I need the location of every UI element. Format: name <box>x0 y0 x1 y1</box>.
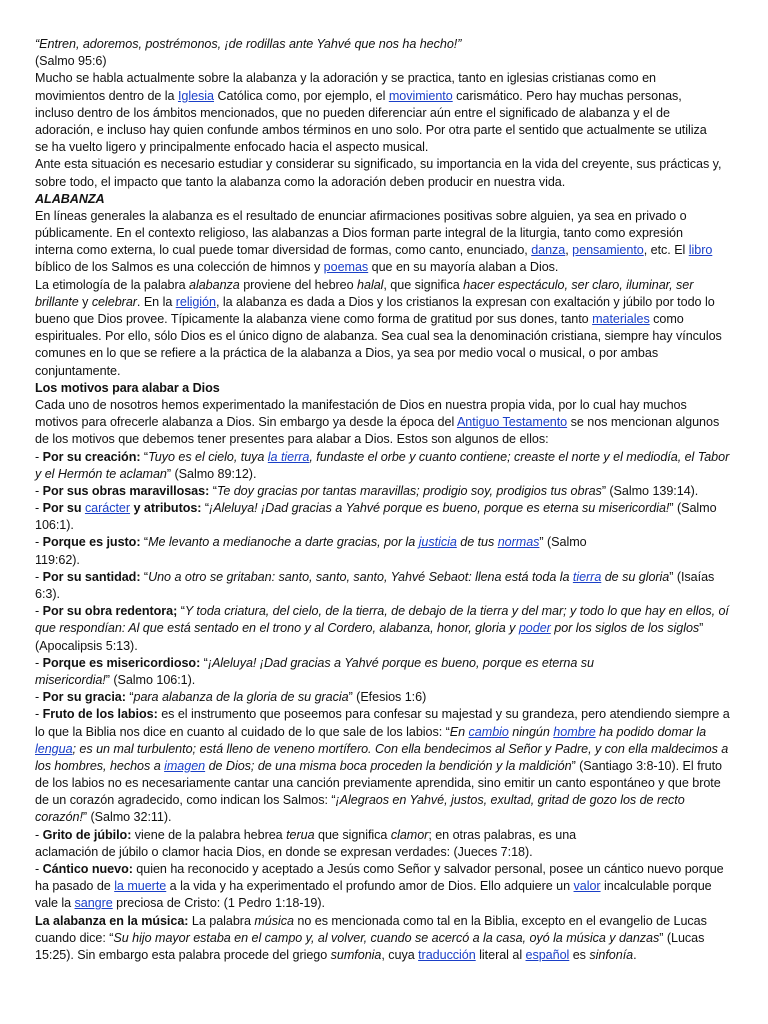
text-line <box>35 620 740 637</box>
text-run: (Apocalipsis 5:13). <box>35 638 138 653</box>
text-line <box>35 53 740 70</box>
text-run: “ <box>140 569 149 584</box>
text-run: , que significa <box>383 277 464 292</box>
text-run: ” (Salmo 106:1). <box>105 672 196 687</box>
text-line <box>35 345 740 362</box>
text-run: bueno que Dios provee. Típicamente la alabanza viene como forma de gratitud por sus dones, tanto <box>35 312 593 326</box>
text-link[interactable]: poemas <box>323 260 369 275</box>
text-run: (Salmo 95:6) <box>35 54 107 69</box>
text-line <box>35 861 740 878</box>
text-run: , fundaste el orbe y cuanto contiene; creaste el norte y el mediodía, el Tabor <box>309 449 730 464</box>
text-run: carismático. Pero hay muchas personas, <box>452 88 682 103</box>
text-link[interactable]: movimiento <box>388 88 453 103</box>
text-run: Te doy gracias por tantas maravillas; prodigio soy, prodigios tus obras <box>216 483 602 498</box>
text-run: públicamente. En el contexto religioso, las alabanzas a Dios forman parte integral de la liturgia, tanto como expresión <box>35 226 683 241</box>
text-run: de los motivos que debemos tener presentes para alabar a Dios. Estos son algunos de ellos: <box>35 432 549 447</box>
text-link[interactable]: poder <box>518 621 551 636</box>
text-run: que respondían: Al que está sentado en el trono y al Cordero, alabanza, honor, gloria y <box>35 621 519 636</box>
text-link[interactable]: la muerte <box>114 879 167 894</box>
text-line <box>35 208 740 225</box>
text-run: Porque es justo: <box>42 535 141 550</box>
text-run: de un corazón agradecido, como indican los Salmos: “ <box>35 793 336 808</box>
text-run: se nos mencionan algunos <box>567 415 720 430</box>
text-run: brillante <box>35 294 79 309</box>
text-run: , cuya <box>381 947 419 962</box>
text-run: ¡Aleluya! ¡Dad gracias a Yahvé porque es bueno, porque es eterna su <box>207 655 594 670</box>
text-run: de los labios no es necesariamente cantar una canción previamente aprendida, sino emitir un canto espontáneo y que brote <box>35 776 721 791</box>
text-line <box>35 363 740 380</box>
text-run: interna como externa, lo cual puede tomar diversidad de formas, como canto, enunciado, <box>35 243 532 258</box>
text-link[interactable]: libro <box>688 243 713 258</box>
text-run: incalculable porque <box>600 879 712 894</box>
text-line <box>35 689 740 706</box>
text-line <box>35 569 740 586</box>
text-run: - <box>35 501 43 516</box>
text-run: 6:3). <box>35 587 60 601</box>
text-run: “ <box>140 449 149 464</box>
text-line <box>35 724 740 741</box>
text-line <box>35 878 740 895</box>
text-run: ” (Salmo 32:11). <box>82 810 172 825</box>
text-line <box>35 706 740 723</box>
text-run: Fruto de los labios: <box>42 707 158 722</box>
text-run: ” (Lucas <box>659 930 705 945</box>
text-run: Cada uno de nosotros hemos experimentado la manifestación de Dios en nuestra propia vida, por lo cual hay muchos <box>35 397 687 412</box>
text-line <box>35 500 740 517</box>
text-link[interactable]: religión <box>175 294 216 309</box>
text-link[interactable]: español <box>525 947 570 962</box>
text-run: aclamación de júbilo o clamor hacia Dios, en donde se expresan verdades: (Jueces 7:18). <box>35 844 533 859</box>
text-run: ha pasado de <box>35 879 115 894</box>
text-run: literal al <box>475 947 526 962</box>
text-run: de tus <box>456 535 498 550</box>
text-run: ” <box>699 621 704 636</box>
text-line <box>35 638 740 655</box>
text-run: ¡Aleluya! ¡Dad gracias a Yahvé porque es bueno, porque es eterna su misericordia! <box>209 501 670 516</box>
text-run: hacer espectáculo, ser claro, iluminar, ser <box>463 277 694 292</box>
text-link[interactable]: cambio <box>468 724 509 739</box>
text-run: - <box>35 707 43 722</box>
text-run: La palabra <box>188 913 255 928</box>
text-run: que en su mayoría alaban a Dios. <box>368 260 559 275</box>
text-run: misericordia! <box>35 672 106 687</box>
text-line <box>35 156 740 173</box>
text-run: incluso dentro de los ámbitos mencionados, que no pueden diferenciar aún entre el significado de alabanza y el de <box>35 105 670 120</box>
text-line <box>35 36 740 53</box>
text-run: música <box>254 913 294 928</box>
text-line <box>35 947 740 964</box>
text-line <box>35 741 740 758</box>
text-run: ” (Salmo <box>669 501 717 516</box>
text-run: - <box>35 569 43 584</box>
text-run: clamor <box>390 827 429 842</box>
text-line <box>35 191 740 208</box>
text-run: movimientos dentro de la <box>35 88 178 103</box>
text-line <box>35 294 740 311</box>
text-run: - <box>35 449 43 464</box>
text-run: , <box>565 243 573 258</box>
text-run: - <box>35 483 43 498</box>
text-run: ¡Alegraos en Yahvé, justos, exultad, gritad de gozo los de recto <box>335 793 685 808</box>
text-line <box>35 913 740 930</box>
text-run: alabanza <box>189 277 240 292</box>
text-run: “Entren, adoremos, postrémonos, ¡de rodillas ante Yahvé que nos ha hecho!” <box>35 37 462 51</box>
text-run: . En la <box>136 294 176 309</box>
text-line <box>35 483 740 500</box>
text-link[interactable]: carácter <box>84 501 131 516</box>
text-line <box>35 466 740 483</box>
text-run: quien ha reconocido y aceptado a Jesús como Señor y salvador personal, posee un cántico nuevo porque <box>132 862 724 876</box>
text-run: Por su creación: <box>42 449 141 464</box>
text-run: Me levanto a medianoche a darte gracias, por la <box>148 535 419 550</box>
text-line <box>35 586 740 603</box>
text-run: “ <box>140 535 149 550</box>
text-line <box>35 174 740 191</box>
text-run: Cántico nuevo: <box>42 862 133 876</box>
text-link[interactable]: normas <box>497 535 540 550</box>
text-line <box>35 70 740 87</box>
text-run: Por su santidad: <box>42 569 141 584</box>
text-link[interactable]: materiales <box>592 312 650 326</box>
text-run: Mucho se habla actualmente sobre la alabanza y la adoración y se practica, tanto en iglesias cristianas como en <box>35 71 656 86</box>
text-line <box>35 311 740 328</box>
text-run: 106:1). <box>35 518 74 533</box>
text-link[interactable]: lengua <box>35 741 73 756</box>
text-line <box>35 380 740 397</box>
text-run: sobre todo, el impacto que tanto la alabanza como la adoración deben producir en nuestra vida. <box>35 174 566 189</box>
text-run: Y toda criatura, del cielo, de la tierra, de debajo de la tierra y del mar; y todo lo que hay en ellos, oí <box>184 604 729 619</box>
text-run: . <box>633 947 637 962</box>
text-run: “ <box>125 690 134 705</box>
text-run: Por sus obras maravillosas: <box>42 483 210 498</box>
text-run: ; en otras palabras, es una <box>428 827 577 842</box>
text-link[interactable]: imagen <box>164 758 206 773</box>
text-run: vale la <box>35 896 75 911</box>
text-run: En líneas generales la alabanza es el resultado de enunciar afirmaciones positivas sobre alguien, ya sea en privado o <box>35 208 687 223</box>
text-link[interactable]: Iglesia <box>177 88 215 103</box>
text-run: “ <box>209 483 217 498</box>
text-line <box>35 431 740 448</box>
text-run: Católica como, por ejemplo, el <box>214 88 389 103</box>
text-run: a la vida y ha experimentado el profundo amor de Dios. Ello adquiere un <box>166 879 574 894</box>
text-run: Porque es misericordioso: <box>42 655 201 670</box>
text-link[interactable]: danza <box>531 243 566 258</box>
text-link[interactable]: valor <box>573 879 601 894</box>
text-run: comunes en lo que se refiere a la práctica de la alabanza a Dios, ya sea por medio vocal o musical, o por ambas <box>35 346 659 361</box>
text-run: y atributos: <box>130 501 202 516</box>
text-line <box>35 534 740 551</box>
text-run: 119:62). <box>35 552 80 567</box>
text-run: La etimología de la palabra <box>35 277 190 292</box>
text-run: Uno a otro se gritaban: santo, santo, santo, Yahvé Sebaot: llena está toda la <box>148 569 573 584</box>
text-run: por los siglos de los siglos <box>550 621 700 636</box>
text-line <box>35 758 740 775</box>
text-run: ” (Isaías <box>669 569 715 584</box>
text-run: “ <box>200 655 208 670</box>
text-line <box>35 827 740 844</box>
text-run: no es mencionada como tal en la Biblia, excepto en el evangelio de Lucas <box>293 913 707 928</box>
text-line <box>35 844 740 861</box>
text-run: terua <box>286 827 315 842</box>
text-line <box>35 105 740 122</box>
text-link[interactable]: hombre <box>553 724 596 739</box>
text-line <box>35 895 740 912</box>
text-run: - <box>35 862 43 876</box>
text-run: Ante esta situación es necesario estudiar y considerar su significado, su importancia en la vida del creyente, sus prácticas y, <box>35 157 722 172</box>
text-line <box>35 277 740 294</box>
text-run: de Dios; de una misma boca proceden la bendición y la maldición <box>205 758 572 773</box>
text-run: , etc. El <box>643 243 689 258</box>
text-link[interactable]: sangre <box>74 896 113 911</box>
text-run: que significa <box>314 827 391 842</box>
text-run: Grito de júbilo: <box>42 827 132 842</box>
text-run: ” (Salmo 89:12). <box>166 466 257 481</box>
text-run: cuando dice: “ <box>35 930 114 945</box>
text-line <box>35 88 740 105</box>
text-run: halal <box>357 277 384 292</box>
text-run: Por su <box>42 501 85 516</box>
text-run: de su gloria <box>601 569 670 584</box>
text-run: - <box>35 827 43 842</box>
text-link[interactable]: traducción <box>418 947 476 962</box>
text-link[interactable]: justicia <box>418 535 457 550</box>
text-run: ” (Salmo <box>539 535 587 550</box>
text-run: La alabanza en la música: <box>35 913 189 928</box>
text-run: motivos para ofrecerle alabanza a Dios. Sin embargo ya desde la época del <box>35 415 457 430</box>
text-line <box>35 930 740 947</box>
text-run: adoración, e incluso hay quien confunde ambos términos en uno solo. Por otra parte el sentido que actualmente se utiliza <box>35 122 707 137</box>
text-line <box>35 397 740 414</box>
text-run: los hombres, hechos a <box>35 758 165 773</box>
text-run: para alabanza de la gloria de su gracia <box>133 690 349 705</box>
text-run: es el instrumento que poseemos para confesar su majestad y su grandeza, pero atendiendo siempre a <box>157 707 730 722</box>
text-run: como <box>649 312 684 326</box>
text-run: En <box>449 724 469 739</box>
text-line <box>35 552 740 569</box>
text-run: ” (Efesios 1:6) <box>348 690 427 705</box>
text-run: ha podido domar la <box>595 724 707 739</box>
text-line <box>35 414 740 431</box>
text-run: sumfonia <box>330 947 382 962</box>
text-line <box>35 809 740 826</box>
text-run: conjuntamente. <box>35 363 121 378</box>
text-run: Tuyo es el cielo, tuya <box>148 449 268 464</box>
text-run: Por su obra redentora; <box>42 604 178 619</box>
text-link[interactable]: tierra <box>572 569 602 584</box>
text-line <box>35 517 740 534</box>
text-link[interactable]: pensamiento <box>572 243 644 258</box>
text-line <box>35 259 740 276</box>
text-run: ALABANZA <box>35 191 105 206</box>
text-link[interactable]: la tierra <box>267 449 310 464</box>
text-run: celebrar <box>91 294 137 309</box>
text-run: y el Hermón te aclaman <box>35 466 167 481</box>
text-run: ” (Salmo 139:14). <box>601 483 699 498</box>
text-run: viene de la palabra hebrea <box>131 827 287 842</box>
text-run: ningún <box>508 724 554 739</box>
text-run: lo que la Biblia nos dice en cuanto al cuidado de lo que sale de los labios: “ <box>35 724 450 739</box>
text-line <box>35 449 740 466</box>
text-line <box>35 139 740 156</box>
text-run: 15:25). Sin embargo esta palabra procede del griego <box>35 947 331 962</box>
text-run: Su hijo mayor estaba en el campo y, al volver, cuando se acercó a la casa, oyó la música y danzas <box>113 930 660 945</box>
text-run: “ <box>177 604 185 619</box>
text-run: - <box>35 655 43 670</box>
text-run: “ <box>201 501 210 516</box>
text-run: - <box>35 535 43 550</box>
text-run: proviene del hebreo <box>239 277 358 292</box>
text-run: ; es un mal turbulento; está lleno de veneno mortífero. Con ella bendecimos al Señor y Padre, y con ella maldecimos a <box>72 741 729 756</box>
text-run: , la alabanza es dada a Dios y los cristianos la expresan con exaltación y júbilo por todo lo <box>215 294 715 309</box>
text-run: y <box>78 294 92 309</box>
text-line <box>35 328 740 345</box>
text-run: Los motivos para alabar a Dios <box>35 380 220 395</box>
text-run: - <box>35 604 43 619</box>
text-run: preciosa de Cristo: (1 Pedro 1:18-19). <box>112 896 325 911</box>
text-line <box>35 225 740 242</box>
text-run: ” (Santiago 3:8-10). El fruto <box>571 758 723 773</box>
text-run: bíblico de los Salmos es una colección de himnos y <box>35 260 324 275</box>
text-line <box>35 655 740 672</box>
text-line <box>35 122 740 139</box>
text-line <box>35 242 740 259</box>
text-run: - <box>35 690 43 705</box>
text-line <box>35 672 740 689</box>
text-link[interactable]: Antiguo Testamento <box>456 415 568 430</box>
text-run: espirituales. Por ello, sólo Dios es el único digno de alabanza. Sea cual sea la denominación cristiana, siempre hay vínculos <box>35 329 722 344</box>
text-run: corazón! <box>35 810 83 825</box>
text-line <box>35 603 740 620</box>
text-line <box>35 792 740 809</box>
text-line <box>35 775 740 792</box>
text-run: se ha vuelto ligero y principalmente enfocado hacia el aspecto musical. <box>35 140 429 155</box>
text-run: es <box>569 947 590 962</box>
text-run: Por su gracia: <box>42 690 126 705</box>
text-run: sinfonía <box>589 947 634 962</box>
